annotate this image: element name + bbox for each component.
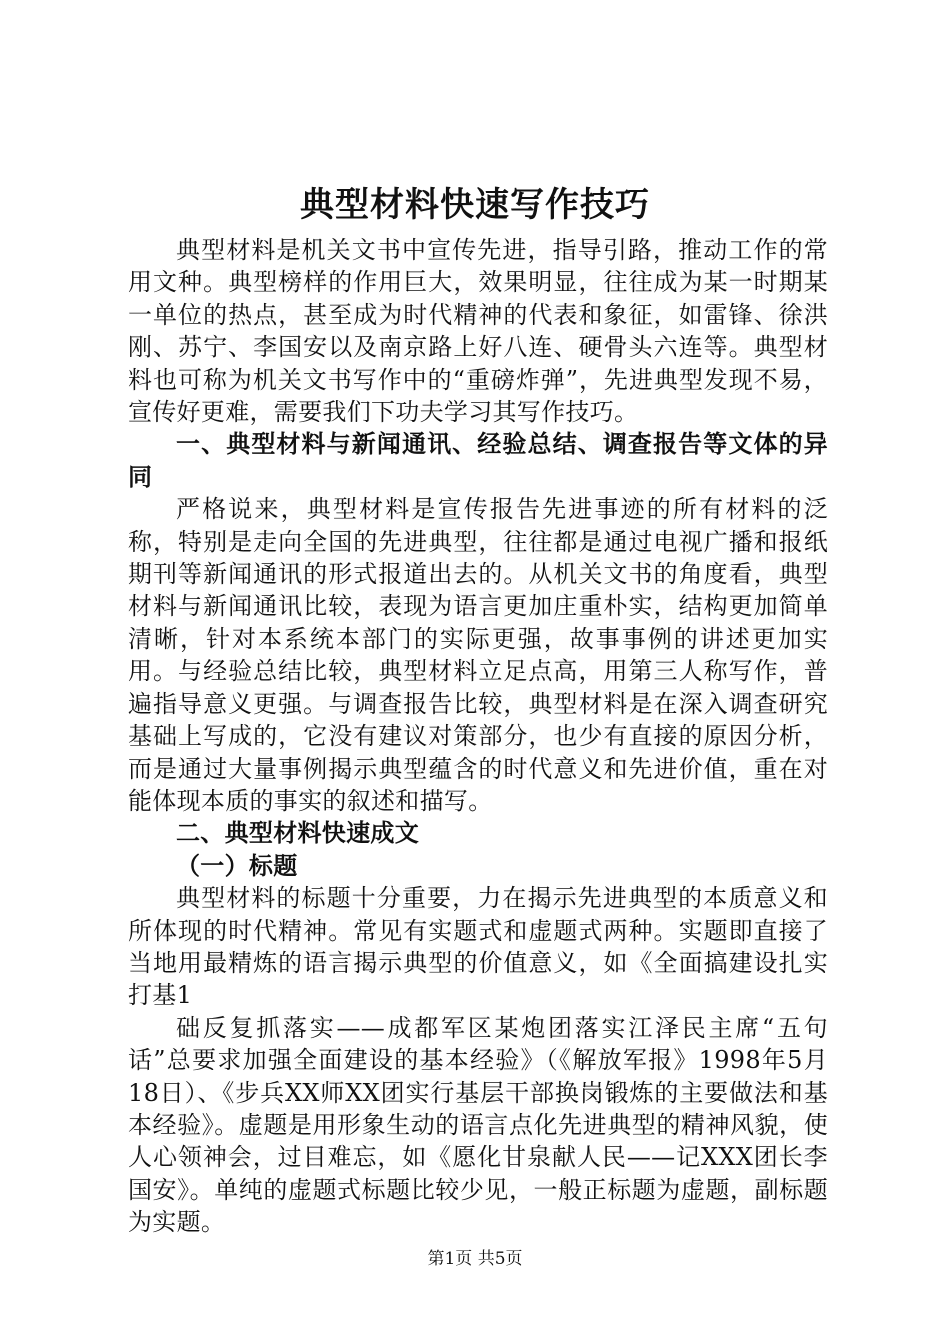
- subsection-title-paragraph-continued: 础反复抓落实——成都军区某炮团落实江泽民主席“五句话”总要求加强全面建设的基本经验》（《解放军报》1998年5月18日）、《步兵XX师XX团实行基层干部换岗锻炼的主要做法和基本经验》。虚题是用形象生动的语言点化先进典型的精神风貌，使人心领神会，过目难忘，如《愿化甘泉献人民——记XXX团长李国安》。单纯的虚题式标题比较少见，一般正标题为虚题，副标题为实题。: [128, 1013, 828, 1237]
- section-heading-2: 二、典型材料快速成文: [176, 819, 419, 848]
- subsection-heading-title: （一）标题: [176, 851, 298, 880]
- section-1-paragraph: 严格说来，典型材料是宣传报告先进事迹的所有材料的泛称，特别是走向全国的先进典型，往往都是通过电视广播和报纸期刊等新闻通讯的形式报道出去的。从机关文书的角度看，典型材料与新闻通讯比较，表现为语言更加庄重朴实，结构更加简单清晰，针对本系统本部门的实际更强，故事事例的讲述更加实用。与经验总结比较，典型材料立足点高，用第三人称写作，普遍指导意义更强。与调查报告比较，典型材料是在深入调查研究基础上写成的，它没有建议对策部分，也少有直接的原因分析，而是通过大量事例揭示典型蕴含的时代意义和先进价值，重在对能体现本质的事实的叙述和描写。: [128, 495, 828, 815]
- intro-paragraph: 典型材料是机关文书中宣传先进，指导引路，推动工作的常用文种。典型榜样的作用巨大，效果明显，往往成为某一时期某一单位的热点，甚至成为时代精神的代表和象征，如雷锋、徐洪刚、苏宁、李国安以及南京路上好八连、硬骨头六连等。典型材料也可称为机关文书写作中的“重磅炸弹”，先进典型发现不易，宣传好更难，需要我们下功夫学习其写作技巧。: [128, 236, 828, 427]
- page-footer: 第1页 共5页: [427, 1249, 523, 1269]
- section-heading-1: 一、典型材料与新闻通讯、经验总结、调查报告等文体的异同: [128, 430, 828, 491]
- document-body: [128, 234, 828, 1239]
- document-title: 典型材料快速写作技巧: [300, 185, 650, 225]
- subsection-title-paragraph: 典型材料的标题十分重要，力在揭示先进典型的本质意义和所体现的时代精神。常见有实题式和虚题式两种。实题即直接了当地用最精炼的语言揭示典型的价值意义，如《全面搞建设扎实打基1: [128, 884, 828, 1010]
